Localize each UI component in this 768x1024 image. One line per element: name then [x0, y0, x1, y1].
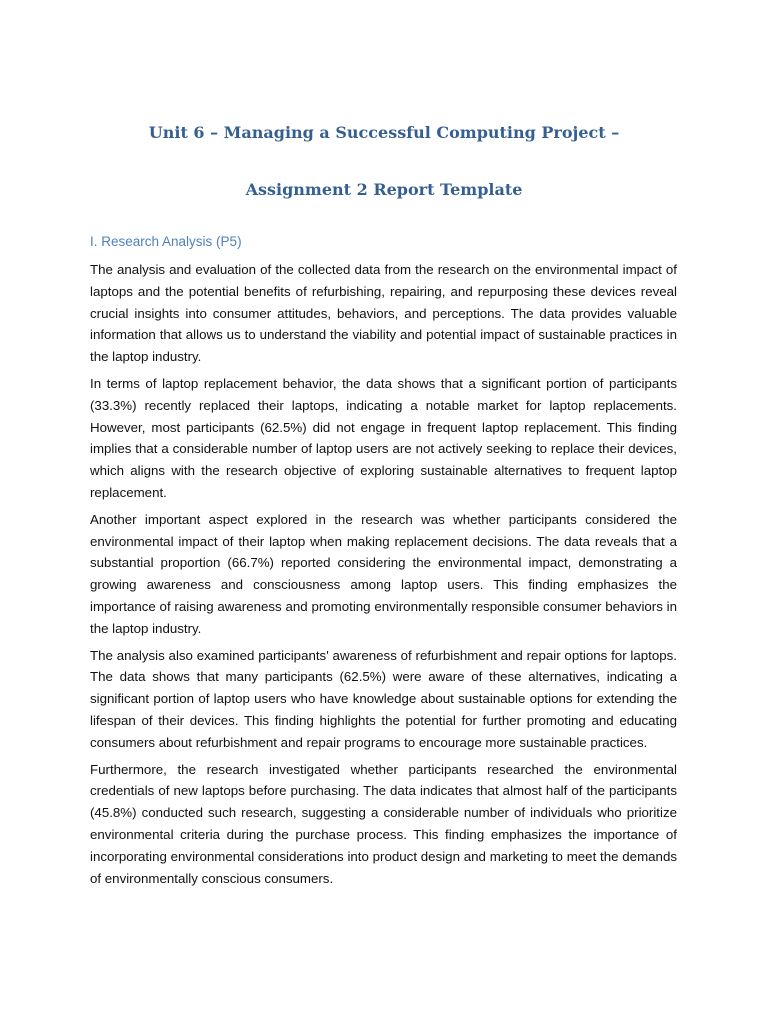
section-heading: I. Research Analysis (P5) [90, 234, 242, 249]
section-body [90, 259, 677, 894]
paragraph-5: Furthermore, the research investigated whether participants researched the environmental credentials of new laptops before purchasing. The data indicates that almost half of the participants (45.8%) conducted such research, suggesting a considerable number of individuals who prioritize environmental criteria during the purchase process. This finding emphasizes the importance of incorporating environmental considerations into product design and marketing to meet the demands of environmentally conscious consumers. [90, 761, 677, 886]
paragraph-4: The analysis also examined participants' awareness of refurbishment and repair options for laptops. The data shows that many participants (62.5%) were aware of these alternatives, indicating a significant portion of laptop users who have knowledge about sustainable options for extending the lifespan of their devices. This finding highlights the potential for further promoting and educating consumers about refurbishment and repair programs to encourage more sustainable practices. [90, 647, 677, 750]
document-title: Unit 6 – Managing a Successful Computing Project – [148, 123, 620, 142]
paragraph-3: Another important aspect explored in the research was whether participants considered the environmental impact of their laptop when making replacement decisions. The data reveals that a substantial proportion (66.7%) reported considering the environmental impact, demonstrating a growing awareness and consciousness among laptop users. This finding emphasizes the importance of raising awareness and promoting environmentally responsible consumer behaviors in the laptop industry. [90, 511, 677, 636]
paragraph-2: In terms of laptop replacement behavior, the data shows that a significant portion of participants (33.3%) recently replaced their laptops, indicating a notable market for laptop replacements. However, most participants (62.5%) did not engage in frequent laptop replacement. This finding implies that a considerable number of laptop users are not actively seeking to replace their devices, which aligns with the research objective of exploring sustainable alternatives to frequent laptop replacement. [90, 375, 677, 500]
document-subtitle: Assignment 2 Report Template [245, 180, 523, 199]
paragraph-1: The analysis and evaluation of the collected data from the research on the environmental impact of laptops and the potential benefits of refurbishing, repairing, and repurposing these devices reveal crucial insights into consumer attitudes, behaviors, and perceptions. The data provides valuable information that allows us to understand the viability and potential impact of sustainable practices in the laptop industry. [90, 262, 677, 365]
